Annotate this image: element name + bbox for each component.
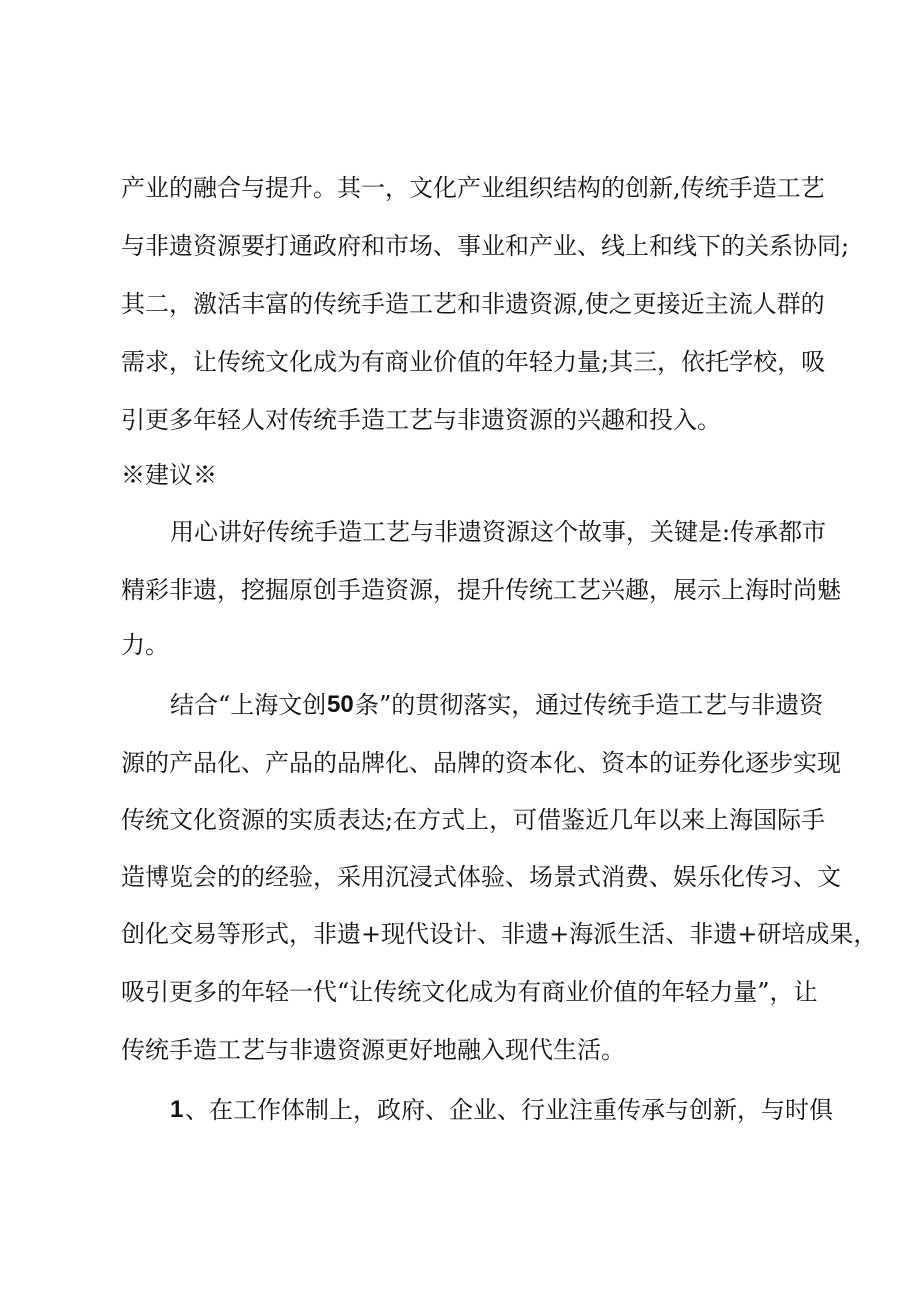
paragraph-line — [0, 914, 920, 954]
text-segment: 条”的贯彻落实，通过传统手造工艺与非遗资 — [355, 691, 824, 719]
section-heading — [0, 455, 920, 495]
paragraph-line — [0, 342, 920, 382]
paragraph-line — [0, 625, 920, 665]
text-line: 精彩非遗，挖掘原创手造资源，提升传统工艺兴趣，展示上海时尚魅 — [121, 576, 841, 604]
number-50: 50 — [327, 691, 354, 718]
text-line: 造博览会的的经验，采用沉浸式体验、场景式消费、娱乐化传习、文 — [121, 863, 841, 891]
text-segment: 、在工作体制上，政府、企业、行业注重传承与创新，与时俱 — [185, 1096, 833, 1124]
paragraph-line — [0, 512, 920, 552]
text-line: 产业的融合与提升。其一，文化产业组织结构的创新,传统手造工艺 — [121, 174, 825, 202]
paragraph-line — [0, 800, 920, 840]
text-line: 创化交易等形式，非遗+现代设计、非遗+海派生活、非遗+研培成果， — [121, 920, 878, 948]
text-line: 与非遗资源要打通政府和市场、事业和产业、线上和线下的关系协同; — [121, 232, 850, 260]
paragraph-line — [0, 1090, 920, 1130]
text-line: 需求，让传统文化成为有商业价值的年轻力量;其三，依托学校，吸 — [121, 348, 826, 376]
paragraph-line — [0, 857, 920, 897]
text-line: 源的产品化、产品的品牌化、品牌的资本化、资本的证券化逐步实现 — [121, 749, 841, 777]
paragraph-line — [0, 284, 920, 324]
paragraph-line — [0, 570, 920, 610]
paragraph-line — [0, 685, 920, 725]
text-segment: 结合“上海文创 — [170, 691, 327, 719]
paragraph-line — [0, 168, 920, 208]
paragraph-line — [0, 743, 920, 783]
paragraph-line — [0, 226, 920, 266]
text-line: 力。 — [121, 631, 169, 659]
list-number: 1 — [170, 1096, 184, 1123]
text-line: 引更多年轻人对传统手造工艺与非遗资源的兴趣和投入。 — [121, 406, 721, 434]
text-line: 用心讲好传统手造工艺与非遗资源这个故事，关键是:传承都市 — [170, 518, 827, 546]
text-line: 吸引更多的年轻一代“让传统文化成为有商业价值的年轻力量”，让 — [121, 978, 818, 1006]
paragraph-line — [0, 400, 920, 440]
text-line: 传统文化资源的实质表达;在方式上，可借鉴近几年以来上海国际手 — [121, 806, 826, 834]
text-line: 传统手造工艺与非遗资源更好地融入现代生活。 — [121, 1036, 625, 1064]
heading-text: ※建议※ — [121, 461, 217, 489]
text-line: 其二，激活丰富的传统手造工艺和非遗资源,使之更接近主流人群的 — [121, 290, 825, 318]
paragraph-line — [0, 972, 920, 1012]
paragraph-line — [0, 1030, 920, 1070]
